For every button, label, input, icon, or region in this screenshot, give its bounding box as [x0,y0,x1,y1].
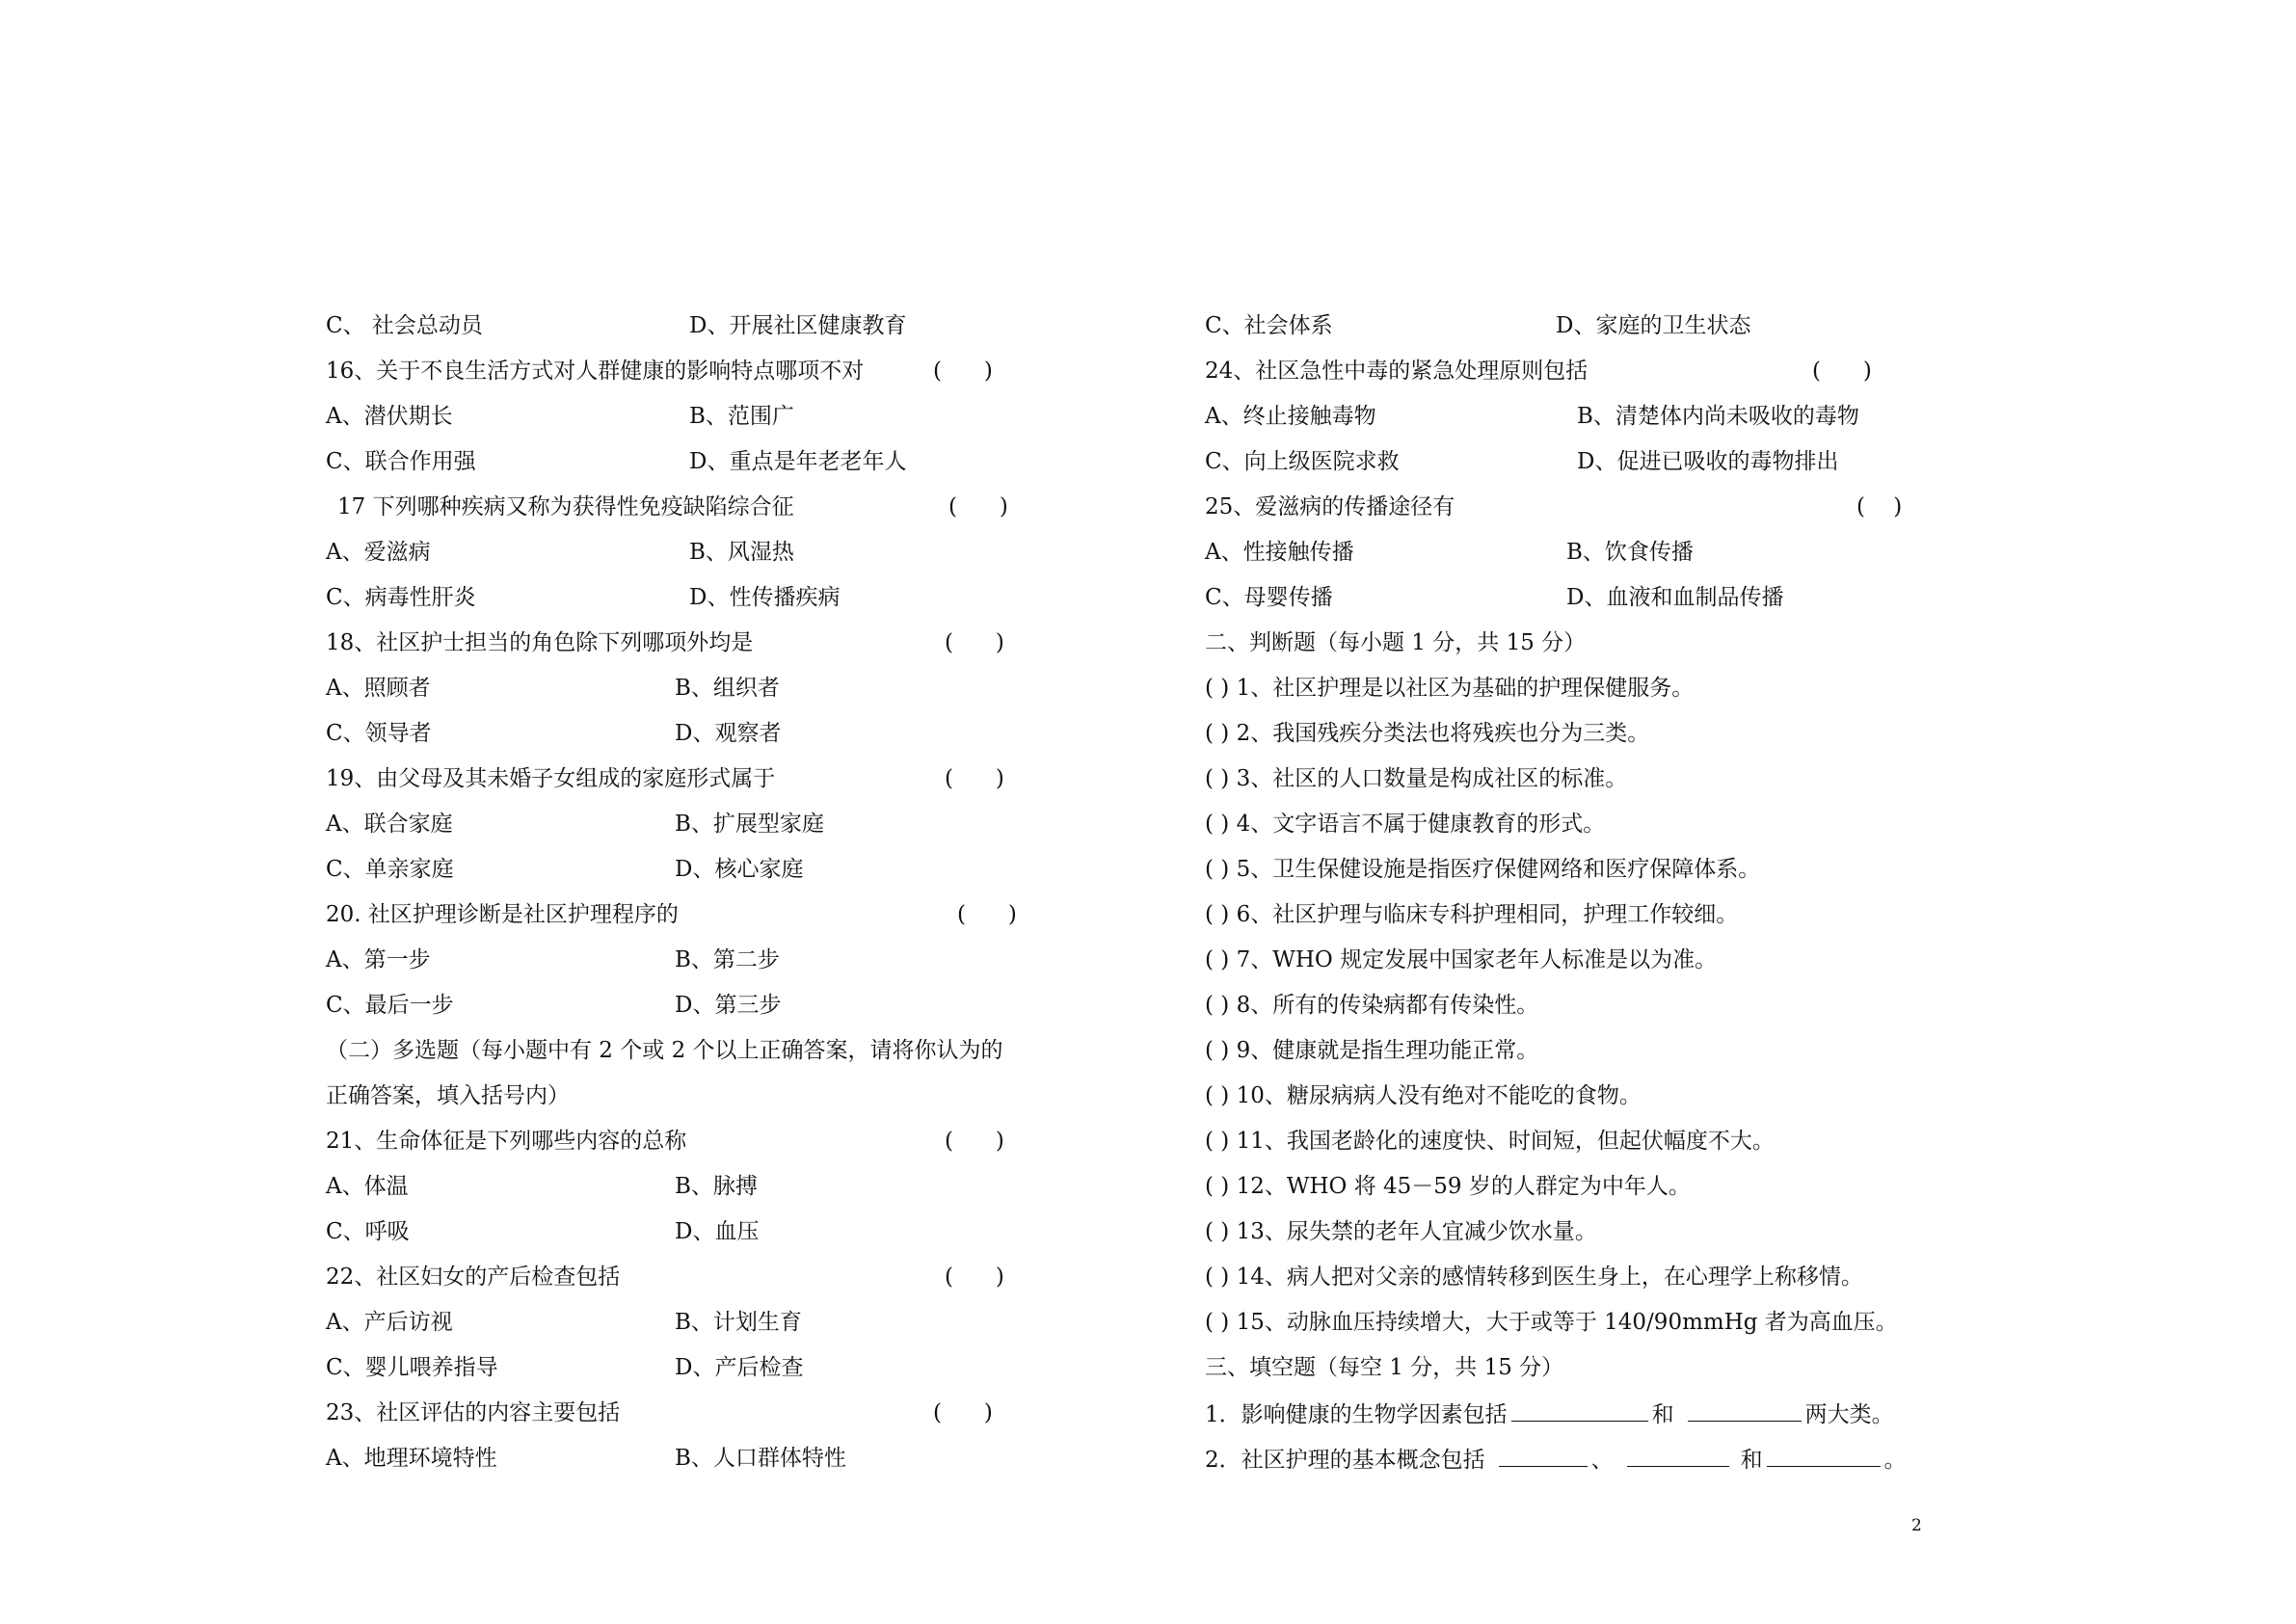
section-heading-fill-blank: 三、填空题（每空 1 分，共 15 分） [1205,1355,1564,1380]
option-c: C、社会体系 [1205,313,1333,338]
option-c: C、呼吸 [326,1219,410,1244]
option-d: D、血液和血制品传播 [1566,585,1784,610]
option-c: C、最后一步 [326,993,454,1018]
answer-blank: ( ) [1205,993,1230,1018]
answer-blank: ( ) [957,902,1017,927]
question-17: 17 下列哪种疾病又称为获得性免疫缺陷综合征 ( ) [337,492,794,522]
section-heading-true-false: 二、判断题（每小题 1 分，共 15 分） [1205,630,1587,655]
fill-blank[interactable] [1499,1443,1588,1467]
question-23: 23、社区评估的内容主要包括 ( ) [326,1398,620,1428]
option-d: D、促进已吸收的毒物排出 [1577,449,1839,474]
answer-blank: ( ) [933,1400,993,1425]
answer-blank: ( ) [945,630,1004,655]
judge-item: ( ) 14、病人把对父亲的感情转移到医生身上，在心理学上称移情。 [1205,1265,1863,1290]
question-18: 18、社区护士担当的角色除下列哪项外均是 ( ) [326,627,753,658]
question-20: 20. 社区护理诊断是社区护理程序的 ( ) [326,899,679,930]
judge-item: ( ) 3、社区的人口数量是构成社区的标准。 [1205,766,1628,791]
option-a: A、产后访视 [326,1310,453,1335]
page-number: 2 [1911,1516,1922,1535]
option-b: B、脉搏 [675,1174,758,1199]
question-22: 22、社区妇女的产后检查包括 ( ) [326,1262,620,1292]
option-a: A、终止接触毒物 [1205,404,1376,429]
answer-blank: ( ) [1812,359,1872,384]
option-a: A、爱滋病 [326,540,431,565]
option-b: B、饮食传播 [1566,540,1694,565]
answer-blank: ( ) [1205,1083,1230,1108]
option-b: B、第二步 [675,947,780,972]
judge-item: ( ) 7、WHO 规定发展中国家老年人标准是以为准。 [1205,947,1718,972]
section-heading-multiple-choice: （二）多选题（每小题中有 2 个或 2 个以上正确答案，请将你认为的 [326,1038,1003,1063]
judge-item: ( ) 10、糖尿病病人没有绝对不能吃的食物。 [1205,1083,1642,1108]
answer-blank: ( ) [1205,766,1230,791]
option-a: A、照顾者 [326,676,431,701]
answer-blank: ( ) [933,359,993,384]
answer-blank: ( ) [1856,494,1903,519]
question-21: 21、生命体征是下列哪些内容的总称 ( ) [326,1126,686,1157]
answer-blank: ( ) [1205,1265,1230,1290]
answer-blank: ( ) [945,766,1004,791]
option-d: D、家庭的卫生状态 [1556,313,1751,338]
option-d: D、重点是年老老年人 [689,449,907,474]
judge-item: ( ) 11、我国老龄化的速度快、时间短，但起伏幅度不大。 [1205,1129,1775,1154]
option-d: D、产后检查 [675,1355,804,1380]
option-a: A、地理环境特性 [326,1446,497,1471]
option-b: B、风湿热 [689,540,794,565]
fill-blank[interactable] [1627,1443,1729,1467]
option-a: A、体温 [326,1174,409,1199]
option-c: C、领导者 [326,721,432,746]
answer-blank: ( ) [1205,947,1230,972]
option-d: D、观察者 [675,721,782,746]
option-b: B、组织者 [675,676,780,701]
option-b: B、人口群体特性 [675,1446,846,1471]
option-a: A、第一步 [326,947,431,972]
question-19: 19、由父母及其未婚子女组成的家庭形式属于 ( ) [326,763,775,794]
option-b: B、计划生育 [675,1310,802,1335]
answer-blank: ( ) [945,1265,1004,1290]
question-16: 16、关于不良生活方式对人群健康的影响特点哪项不对 ( ) [326,356,864,386]
option-b: B、清楚体内尚未吸收的毒物 [1577,404,1859,429]
option-a: A、性接触传播 [1205,540,1354,565]
question-25: 25、爱滋病的传播途径有 ( ) [1205,492,1455,522]
answer-blank: ( ) [948,494,1008,519]
answer-blank: ( ) [1205,812,1230,837]
answer-blank: ( ) [1205,721,1230,746]
judge-item: ( ) 13、尿失禁的老年人宜减少饮水量。 [1205,1219,1597,1244]
judge-item: ( ) 2、我国残疾分类法也将残疾也分为三类。 [1205,721,1650,746]
judge-item: ( ) 6、社区护理与临床专科护理相同，护理工作较细。 [1205,902,1739,927]
fill-blank[interactable] [1511,1398,1648,1422]
judge-item: ( ) 9、健康就是指生理功能正常。 [1205,1038,1539,1063]
option-d: D、血压 [675,1219,760,1244]
option-b: B、范围广 [689,404,794,429]
option-a: A、联合家庭 [326,812,453,837]
judge-item: ( ) 12、WHO 将 45－59 岁的人群定为中年人。 [1205,1174,1691,1199]
answer-blank: ( ) [1205,676,1230,701]
fill-item-1: 1．影响健康的生物学因素包括 和 两大类。 [1205,1398,1894,1428]
judge-item: ( ) 8、所有的传染病都有传染性。 [1205,993,1539,1018]
option-a: A、潜伏期长 [326,404,453,429]
judge-item: ( ) 1、社区护理是以社区为基础的护理保健服务。 [1205,676,1695,701]
option-c: C、婴儿喂养指导 [326,1355,498,1380]
answer-blank: ( ) [945,1129,1004,1154]
answer-blank: ( ) [1205,1310,1230,1335]
question-24: 24、社区急性中毒的紧急处理原则包括 ( ) [1205,356,1588,386]
fill-item-2: 2．社区护理的基本概念包括 、 和 。 [1205,1443,1907,1474]
option-d: D、性传播疾病 [689,585,841,610]
answer-blank: ( ) [1205,1038,1230,1063]
option-c: C、单亲家庭 [326,857,454,882]
option-c: C、向上级医院求救 [1205,449,1400,474]
answer-blank: ( ) [1205,857,1230,882]
answer-blank: ( ) [1205,902,1230,927]
option-b: B、扩展型家庭 [675,812,824,837]
answer-blank: ( ) [1205,1219,1230,1244]
fill-blank[interactable] [1688,1398,1802,1422]
option-c: C、病毒性肝炎 [326,585,476,610]
option-d: D、开展社区健康教育 [689,313,907,338]
fill-blank[interactable] [1767,1443,1881,1467]
judge-item: ( ) 15、动脉血压持续增大，大于或等于 140/90mmHg 者为高血压。 [1205,1310,1898,1335]
answer-blank: ( ) [1205,1129,1230,1154]
section-heading-continuation: 正确答案，填入括号内） [326,1083,570,1108]
option-d: D、核心家庭 [675,857,804,882]
judge-item: ( ) 5、卫生保健设施是指医疗保健网络和医疗保障体系。 [1205,857,1761,882]
option-c: C、联合作用强 [326,449,476,474]
option-c: C、 社会总动员 [326,313,483,338]
answer-blank: ( ) [1205,1174,1230,1199]
option-d: D、第三步 [675,993,782,1018]
option-c: C、母婴传播 [1205,585,1333,610]
judge-item: ( ) 4、文字语言不属于健康教育的形式。 [1205,812,1606,837]
